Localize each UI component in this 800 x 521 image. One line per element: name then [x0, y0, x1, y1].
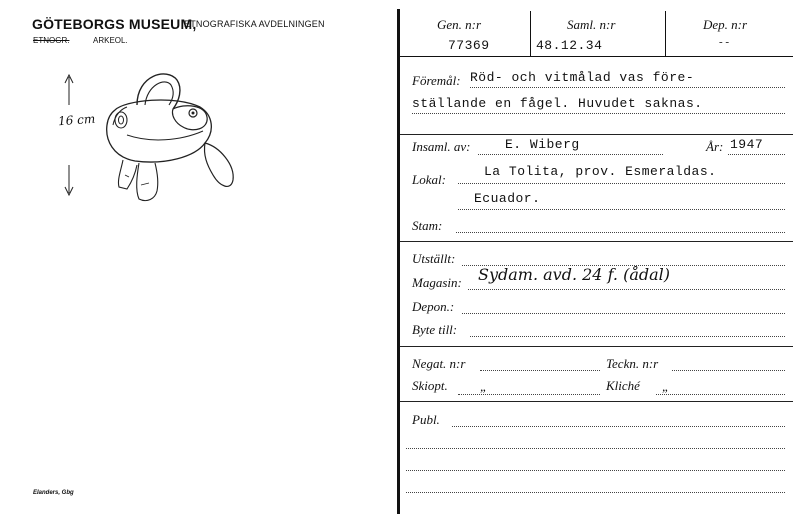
skiopt-ditto: „: [480, 379, 488, 394]
magasin-label: Magasin:: [412, 275, 462, 290]
year-label: År:: [706, 139, 724, 154]
gen-number-value: 77369: [448, 38, 490, 53]
insaml-value: E. Wiberg: [505, 137, 580, 152]
dotted-line: [458, 209, 785, 210]
dotted-line: [672, 370, 785, 371]
lokal-line-2: Ecuador.: [474, 191, 541, 206]
kliche-label: Kliché: [606, 378, 640, 393]
dotted-line: [728, 154, 785, 155]
kliche-ditto: „: [662, 379, 670, 394]
dotted-line: [406, 492, 785, 493]
teckn-label: Teckn. n:r: [606, 356, 659, 371]
dotted-line: [462, 313, 785, 314]
year-value: 1947: [730, 137, 764, 152]
printer-imprint: Elanders, Gbg: [33, 490, 74, 496]
depon-label: Depon.:: [412, 299, 455, 314]
foremal-line-1: Röd- och vitmålad vas före-: [470, 70, 695, 85]
bird-vase-sketch: [55, 65, 255, 215]
section-rule: [400, 241, 793, 242]
saml-number-label: Saml. n:r: [567, 17, 616, 32]
section-rule: [400, 134, 793, 135]
museum-name: GÖTEBORGS MUSEUM,: [32, 16, 197, 32]
dotted-line: [458, 183, 785, 184]
dotted-line: [412, 113, 785, 114]
skiopt-label: Skiopt.: [412, 378, 448, 393]
column-divider: [530, 11, 531, 56]
dotted-line: [470, 336, 785, 337]
dotted-line: [406, 448, 785, 449]
utstallt-label: Utställt:: [412, 251, 456, 266]
saml-number-value: 48.12.34: [536, 38, 603, 53]
negat-label: Negat. n:r: [412, 356, 466, 371]
department-name: ETNOGRAFISKA AVDELNINGEN: [184, 19, 325, 29]
lokal-label: Lokal:: [412, 172, 446, 187]
dotted-line: [470, 87, 785, 88]
struck-subdivision: ETNOGR.: [33, 36, 70, 45]
card-divider: [397, 9, 400, 514]
height-note: 16 cm: [57, 111, 96, 129]
lokal-line-1: La Tolita, prov. Esmeraldas.: [484, 164, 717, 179]
header-rule: [400, 56, 793, 57]
dotted-line: [406, 470, 785, 471]
dep-number-label: Dep. n:r: [703, 17, 748, 32]
publ-label: Publ.: [412, 412, 440, 427]
dotted-line: [452, 426, 785, 427]
subdivision: ARKEOL.: [93, 36, 128, 45]
section-rule: [400, 346, 793, 347]
foremal-label: Föremål:: [412, 73, 461, 88]
gen-number-label: Gen. n:r: [437, 17, 482, 32]
dotted-line: [456, 232, 785, 233]
dotted-line: [480, 370, 600, 371]
dotted-line: [458, 394, 600, 395]
magasin-value: Sydam. avd. 24 f. (ådal): [478, 265, 671, 284]
section-rule: [400, 401, 793, 402]
stam-label: Stam:: [412, 218, 443, 233]
dep-number-value: - -: [719, 36, 730, 48]
byte-label: Byte till:: [412, 322, 458, 337]
insaml-label: Insaml. av:: [412, 139, 471, 154]
dotted-line: [478, 154, 663, 155]
dotted-line: [656, 394, 785, 395]
column-divider: [665, 11, 666, 56]
dotted-line: [468, 289, 785, 290]
foremal-line-2: ställande en fågel. Huvudet saknas.: [412, 96, 703, 111]
